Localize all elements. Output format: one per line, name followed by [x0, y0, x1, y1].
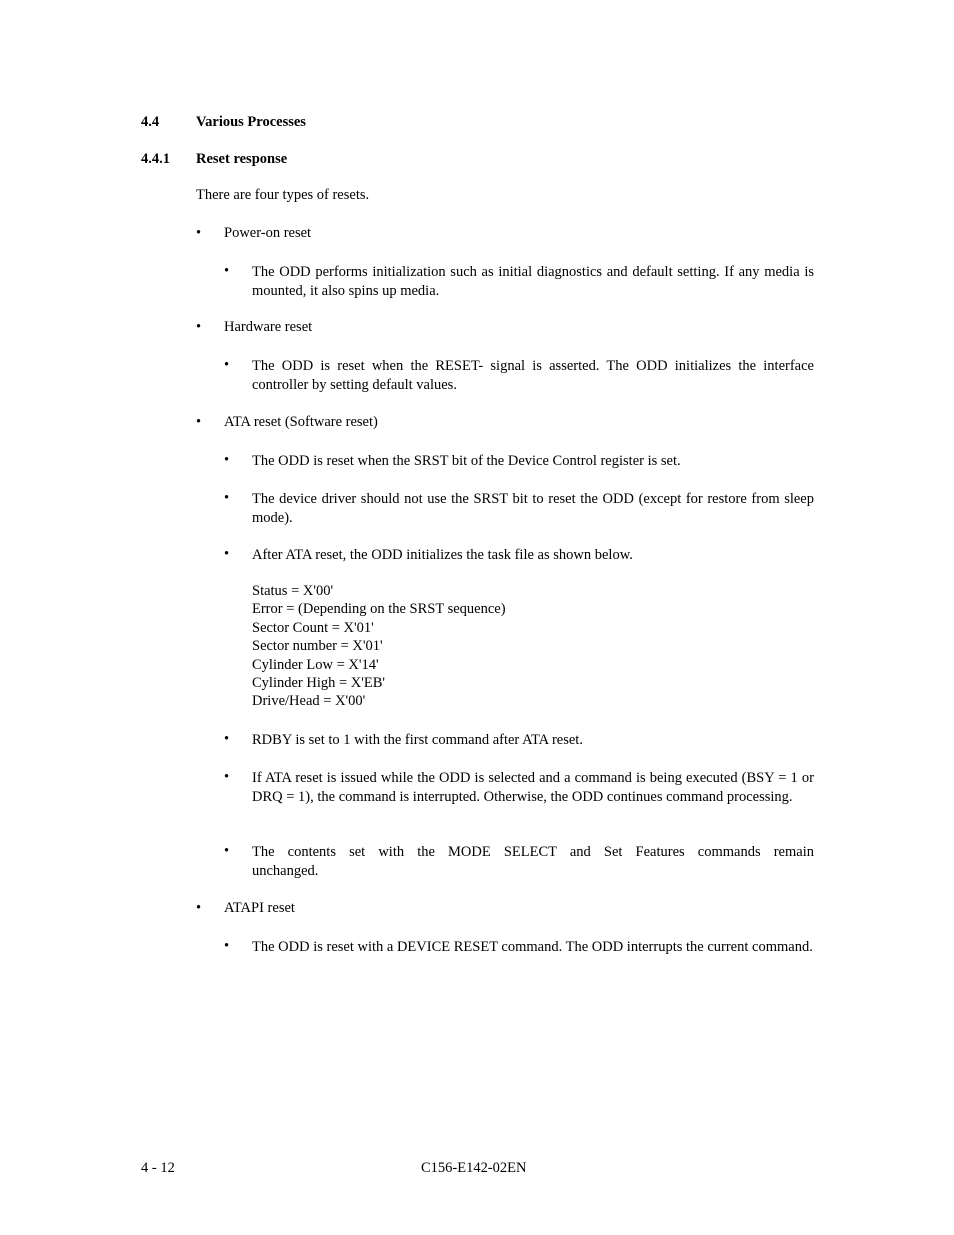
bullet: •: [196, 900, 202, 916]
page-number: 4 - 12: [141, 1160, 175, 1176]
bullet: •: [196, 414, 202, 430]
reset-detail: After ATA reset, the ODD initializes the task file as shown below.: [252, 547, 633, 563]
bullet: •: [224, 263, 230, 279]
task-file-entry: Sector Count = X'01': [252, 619, 374, 636]
bullet: •: [224, 357, 230, 373]
task-file-entry: Sector number = X'01': [252, 638, 383, 655]
reset-type-label: ATAPI reset: [224, 900, 295, 916]
task-file-entry: Cylinder High = X'EB': [252, 675, 386, 692]
reset-detail: The ODD is reset with a DEVICE RESET command. The ODD interrupts the current command.: [252, 939, 813, 955]
task-file-entry: Error = (Depending on the SRST sequence): [252, 601, 506, 618]
reset-detail: The contents set with the MODE SELECT and Set Features commands remain unchanged.: [252, 844, 814, 879]
reset-detail: The ODD is reset when the SRST bit of the Device Control register is set.: [252, 453, 681, 469]
intro-text: There are four types of resets.: [196, 187, 370, 203]
section-title: Various Processes: [196, 114, 306, 130]
reset-detail: The device driver should not use the SRST bit to reset the ODD (except for restore from sleep mode).: [252, 491, 814, 526]
section-number: 4.4: [141, 114, 160, 130]
reset-detail: The ODD performs initialization such as initial diagnostics and default setting. If any media is mounted, it also spins up media.: [252, 264, 814, 299]
reset-detail: RDBY is set to 1 with the first command after ATA reset.: [252, 732, 583, 748]
bullet: •: [196, 225, 202, 241]
bullet: •: [224, 938, 230, 954]
bullet: •: [196, 319, 202, 335]
subsection-title: Reset response: [196, 151, 288, 167]
bullet: •: [224, 731, 230, 747]
subsection-number: 4.4.1: [141, 151, 170, 167]
document-id: C156-E142-02EN: [421, 1160, 527, 1176]
reset-type-label: ATA reset (Software reset): [224, 414, 378, 430]
bullet: •: [224, 769, 230, 785]
task-file-entry: Status = X'00': [252, 583, 334, 599]
bullet: •: [224, 843, 230, 859]
bullet: •: [224, 546, 230, 562]
reset-detail: The ODD is reset when the RESET- signal is asserted. The ODD initializes the interface controller by setting default values.: [252, 358, 814, 393]
reset-type-label: Power-on reset: [224, 225, 312, 241]
reset-detail: If ATA reset is issued while the ODD is selected and a command is being executed (BSY = 1 or DRQ = 1), the command is interrupted. Otherwise, the ODD continues command processing.: [252, 770, 814, 805]
task-file-list: [252, 582, 506, 711]
task-file-entry: Cylinder Low = X'14': [252, 656, 379, 673]
task-file-entry: Drive/Head = X'00': [252, 693, 366, 710]
bullet: •: [224, 452, 230, 468]
bullet: •: [224, 490, 230, 506]
reset-type-label: Hardware reset: [224, 319, 313, 335]
